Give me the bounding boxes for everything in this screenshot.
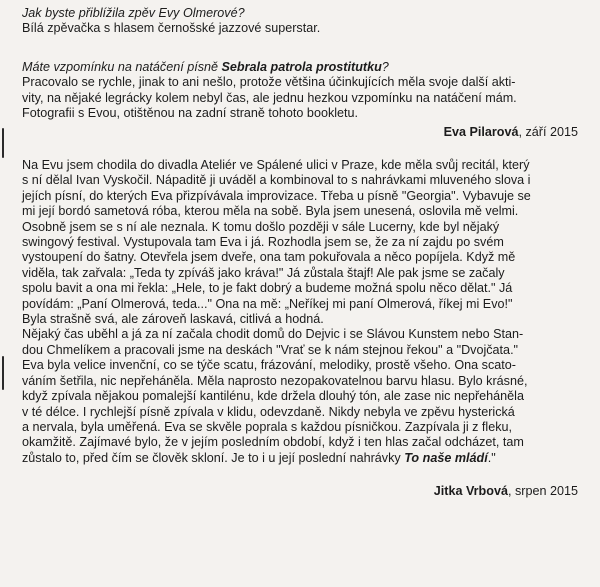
question-1: Jak byste přiblížila zpěv Evy Olmerové? (22, 6, 245, 20)
memoir-line: zůstalo to, před čím se člověk skloní. Je to i u její poslední nahrávky (22, 450, 405, 465)
memoir-line: jejích písní, do kterých Eva přizpívávala improvizace. Třeba u písně "Georgia". Vybavuje se (22, 188, 531, 203)
signature-name: Eva Pilarová (443, 125, 519, 139)
spine-mark (2, 356, 4, 390)
memoir-line: dou Chmelíkem a pracovali jsme na deskách "Vrať se k nám stejnou řekou" a "Dvojčata." (22, 342, 519, 357)
answer-2-line: vity, na nějaké legrácky kolem nebyl čas, ale jednu hezkou vzpomínku na natáčení mám. (22, 90, 517, 105)
memoir-line: váním šetřila, nic nepřeháněla. Měla naprosto nezopakovatelnou barvu hlasu. Bylo krásné, (22, 373, 528, 388)
spine-mark (2, 128, 4, 158)
memoir-end: ." (487, 450, 496, 465)
memoir-line: okamžitě. Zajímavé bylo, že v jejím posledním období, když i ten hlas začal odcházet, tam (22, 435, 524, 450)
memoir-line: viděla, tak zařvala: „Teda ty zpíváš jako kráva!" Já zůstala štajf! Ale pak jsme se začaly (22, 265, 505, 280)
memoir-line: vystoupení do šatny. Otevřela jsem dveře, ona tam pokuřovala a něco popíjela. Když mě (22, 250, 516, 265)
memoir-line: Nějaký čas uběhl a já za ní začala chodit domů do Dejvic i se Slávou Kunstem nebo Stan- (22, 327, 524, 342)
memoir-line: a nervala, byla uměřená. Eva se skvěle poprala s každou písničkou. Zazpívala ji z fleku, (22, 419, 513, 434)
signature-date: , září 2015 (518, 125, 578, 139)
memoir-line: Eva byla velice invenční, co se týče scatu, frázování, melodiky, prostě všeho. Ona scato- (22, 358, 516, 373)
answer-1: Bílá zpěvačka s hlasem černošské jazzové superstar. (22, 21, 321, 36)
song-title: Sebrala patrola prostitutku (221, 60, 382, 74)
signature-date: , srpen 2015 (507, 484, 578, 498)
signature-2 (434, 484, 578, 498)
question-2-mark: ? (381, 60, 389, 74)
memoir-line: když zpívala nějakou pomalejší kantilénu, kde držela dlouhý tón, ale zase nic nepřeháněla (22, 389, 524, 404)
memoir-line: s ní dělal Ivan Vyskočil. Nápaditě ji uváděl a kombinoval to s nahrávkami mluveného slova i (22, 173, 531, 188)
interview-section-2 (22, 60, 578, 122)
interview-section (22, 6, 578, 37)
signature-1 (444, 125, 578, 139)
memoir-line: v té délce. I rychlejší písně zpívala v klidu, odevzdaně. Nikdy nebyla ve zpěvu hysterická (22, 404, 515, 419)
question-2-text: Máte vzpomínku na natáčení písně (22, 60, 222, 74)
memoir-last-line (22, 451, 578, 466)
memoir-line: swingový festival. Vystupovala tam Eva i já. Rozhodla jsem se, že za ní zajdu po svém (22, 235, 504, 250)
answer-2-line: Pracovalo se rychle, jinak to ani nešlo, protože většina účinkujících měla svoje další akti- (22, 75, 516, 90)
memoir-line: Osobně jsem se s ní ale neznala. K tomu došlo později v sále Lucerny, kde byl nějaký (22, 219, 500, 234)
memoir-section (22, 158, 578, 466)
memoir-line: Na Evu jsem chodila do divadla Ateliér ve Spálené ulici v Praze, kde měla svůj recitál, který (22, 158, 530, 172)
memoir-line: Byla strašně svá, ale zároveň laskavá, citlivá a hodná. (22, 312, 324, 327)
memoir-line: povídám: „Paní Olmerová, teda..." Ona na mě: „Neříkej mi paní Olmerová, říkej mi Evo!" (22, 296, 513, 311)
signature-name: Jitka Vrbová (433, 484, 508, 498)
album-title: To naše mládí (404, 450, 488, 465)
memoir-line: spolu bavit a ona mi řekla: „Hele, to je fakt dobrý a budeme možná spolu něco dělat." Já (22, 281, 513, 296)
answer-2-line: Fotografii s Evou, otištěnou na zadní straně tohoto bookletu. (22, 106, 359, 121)
question-2 (22, 60, 578, 75)
memoir-line: mi její bordó sametová róba, kterou měla na sobě. Byla jsem unesená, oslovila mě velmi. (22, 204, 519, 219)
